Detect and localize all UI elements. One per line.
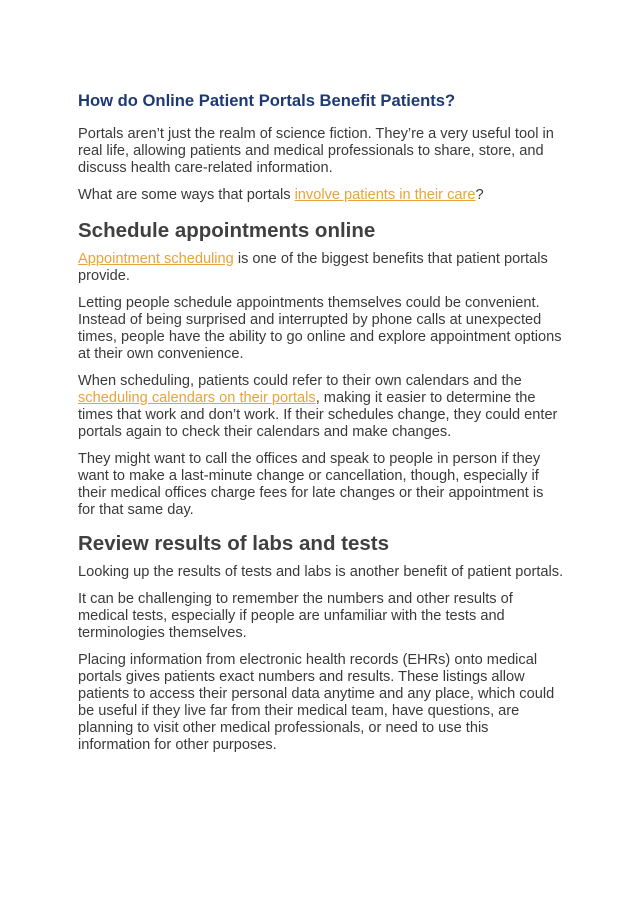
intro-paragraph-2-text-after: ? (475, 187, 484, 203)
section-heading-schedule: Schedule appointments online (78, 219, 376, 242)
schedule-paragraph-3 (78, 373, 564, 441)
schedule-paragraph-2: Letting people schedule appointments themselves could be convenient. Instead of being surprised and interrupted by phone calls at unexpected times, people have the ability to go online and explore appointment options at their own convenience. (78, 295, 562, 362)
schedule-paragraph-4: They might want to call the offices and speak to people in person if they want to make a last-minute change or cancellation, though, especially if their medical offices charge fees for late changes or their appointment is for that same day. (78, 451, 544, 518)
intro-paragraph-2-text-before: What are some ways that portals (78, 187, 295, 203)
results-paragraph-1: Looking up the results of tests and labs is another benefit of patient portals. (78, 564, 564, 580)
schedule-paragraph-1 (78, 251, 564, 285)
results-paragraph-2: It can be challenging to remember the numbers and other results of medical tests, especially if people are unfamiliar with the tests and terminologies themselves. (78, 591, 513, 641)
results-paragraph-3: Placing information from electronic health records (EHRs) onto medical portals gives patients exact numbers and results. These listings allow patients to access their personal data anytime and any place, which could be useful if they live far from their medical team, have questions, are planning to visit other medical professionals, or need to use this information for other purposes. (78, 652, 555, 753)
appointment-scheduling-link[interactable]: Appointment scheduling (78, 251, 234, 267)
intro-paragraph-2 (78, 187, 564, 204)
document-page (78, 90, 564, 764)
scheduling-calendars-link[interactable]: scheduling calendars on their portals (78, 390, 316, 406)
schedule-paragraph-1-text: is one of the biggest benefits that patient portals provide. (78, 251, 548, 284)
schedule-paragraph-3-text-before: When scheduling, patients could refer to their own calendars and the (78, 373, 522, 389)
involve-patients-link[interactable]: involve patients in their care (294, 187, 476, 203)
schedule-paragraph-3-text-after: , making it easier to determine the times that work and don’t work. If their schedules change, they could enter portals again to check their calendars and make changes. (78, 390, 558, 440)
section-heading-results: Review results of labs and tests (78, 532, 390, 555)
intro-paragraph-1: Portals aren’t just the realm of science fiction. They’re a very useful tool in real life, allowing patients and medical professionals to share, store, and discuss health care-related information. (78, 126, 554, 176)
article-title: How do Online Patient Portals Benefit Patients? (78, 91, 456, 110)
